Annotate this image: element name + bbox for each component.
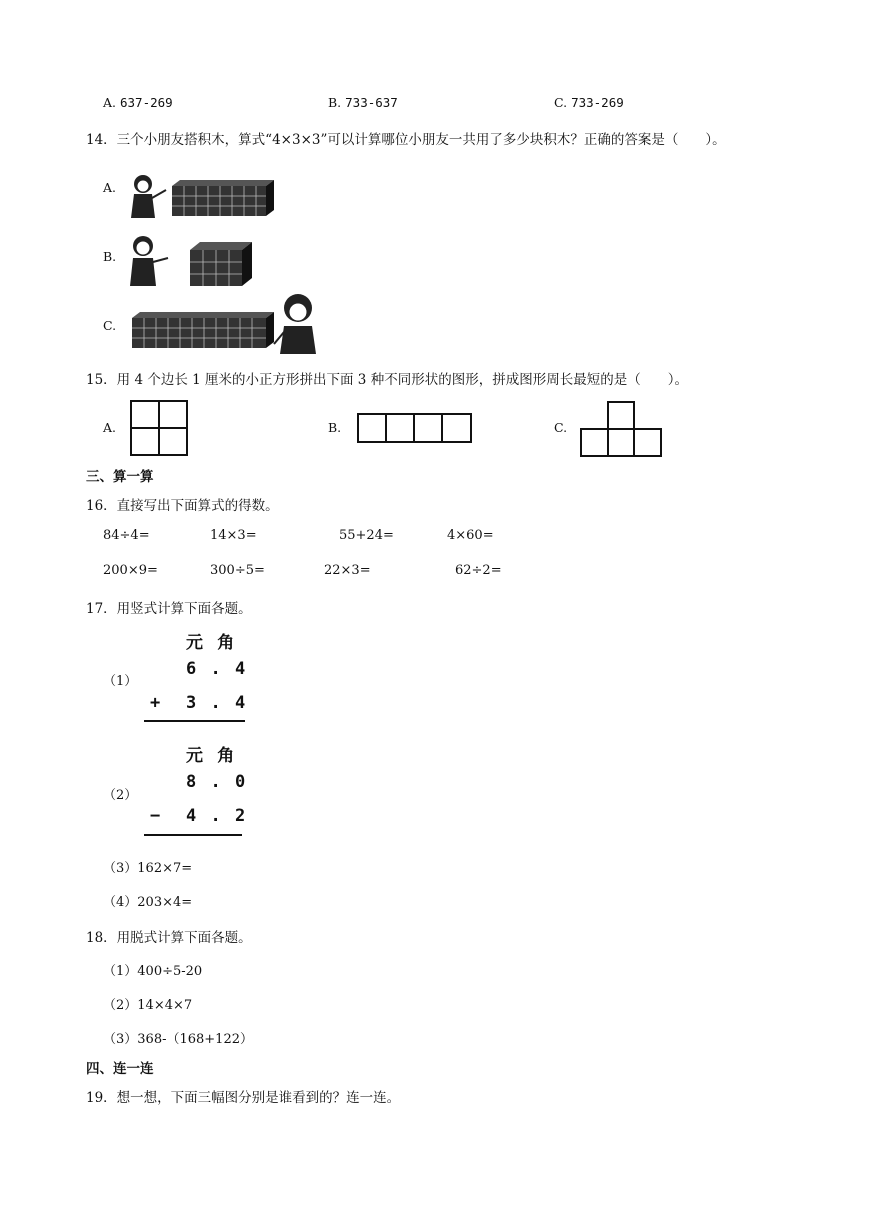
q17-part-1-sum-line: [144, 720, 245, 722]
child-figure-icon: [130, 236, 168, 286]
q14-option-c-label: C.: [103, 318, 117, 333]
very-long-block-icon: [132, 312, 274, 348]
child-figure-icon: [274, 294, 316, 354]
q17-part-1-top-number: 6 . 4: [186, 659, 248, 679]
q14-option-a-picture: [128, 172, 273, 220]
option-letter: C.: [554, 95, 568, 110]
q13-option-a: [103, 95, 173, 110]
q16-expr: 84÷4=: [103, 528, 150, 543]
q16-expr: 22×3=: [324, 563, 371, 578]
q17-part-2-operator: −: [150, 806, 163, 826]
child-figure-icon: [131, 175, 166, 218]
q14-option-a-label: A.: [103, 180, 117, 195]
q17-part-2-top-number: 8 . 0: [186, 772, 248, 792]
q16-expr: 4×60=: [447, 528, 494, 543]
q17-part-2-difference-line: [144, 834, 242, 836]
question-19-stem: 19．想一想，下面三幅图分别是谁看到的？连一连。: [86, 1090, 401, 1106]
q15-option-b-label: B.: [328, 420, 342, 435]
q15-option-c-t-shape: [580, 401, 662, 457]
option-letter: A.: [103, 95, 117, 110]
q17-part-1-bottom-number: 3 . 4: [186, 693, 248, 713]
question-16-stem: 16．直接写出下面算式的得数。: [86, 498, 279, 514]
question-18-stem: 18．用脱式计算下面各题。: [86, 930, 252, 946]
cube-block-icon: [190, 242, 252, 286]
q15-option-a-square-2x2: [130, 400, 188, 456]
q15-option-a-label: A.: [103, 420, 117, 435]
q17-part-2-units: 元 角: [186, 746, 237, 766]
q18-part-3: （3）368-（168+122）: [103, 1032, 253, 1047]
q17-part-1-label: （1）: [103, 674, 138, 689]
q17-part-4: （4）203×4=: [103, 895, 193, 910]
option-letter: B.: [328, 95, 342, 110]
q15-option-b-row-of-four: [357, 413, 472, 443]
q14-option-b-picture: [128, 232, 253, 288]
q15-option-c-label: C.: [554, 420, 568, 435]
q17-part-2-bottom-number: 4 . 2: [186, 806, 248, 826]
q14-option-c-picture: [128, 292, 328, 356]
question-14-stem: 14．三个小朋友搭积木，算式“4×3×3”可以计算哪位小朋友一共用了多少块积木？正确的答案是（ ）。: [86, 132, 726, 148]
q16-expr: 14×3=: [210, 528, 257, 543]
question-15-stem: 15．用 4 个边长 1 厘米的小正方形拼出下面 3 种不同形状的图形，拼成图形周长最短的是（ ）。: [86, 372, 688, 388]
q17-part-3: （3）162×7=: [103, 861, 193, 876]
q13-option-c: [554, 95, 624, 110]
q13-option-b: [328, 95, 398, 110]
section-4-title: 四、连一连: [86, 1061, 154, 1077]
question-17-stem: 17．用竖式计算下面各题。: [86, 601, 252, 617]
q14-option-b-label: B.: [103, 249, 117, 264]
long-block-icon: [172, 180, 274, 216]
q17-part-1-operator: +: [150, 693, 163, 713]
q18-part-1: （1）400÷5-20: [103, 964, 203, 979]
section-3-title: 三、算一算: [86, 469, 154, 485]
q17-part-1-units: 元 角: [186, 633, 237, 653]
q16-expr: 62÷2=: [455, 563, 502, 578]
q18-part-2: （2）14×4×7: [103, 998, 193, 1013]
q16-expr: 200×9=: [103, 563, 158, 578]
q17-part-2-label: （2）: [103, 788, 138, 803]
option-text: 733-637: [345, 95, 398, 110]
q16-expr: 55+24=: [339, 528, 394, 543]
option-text: 637-269: [120, 95, 173, 110]
q16-expr: 300÷5=: [210, 563, 265, 578]
option-text: 733-269: [571, 95, 624, 110]
